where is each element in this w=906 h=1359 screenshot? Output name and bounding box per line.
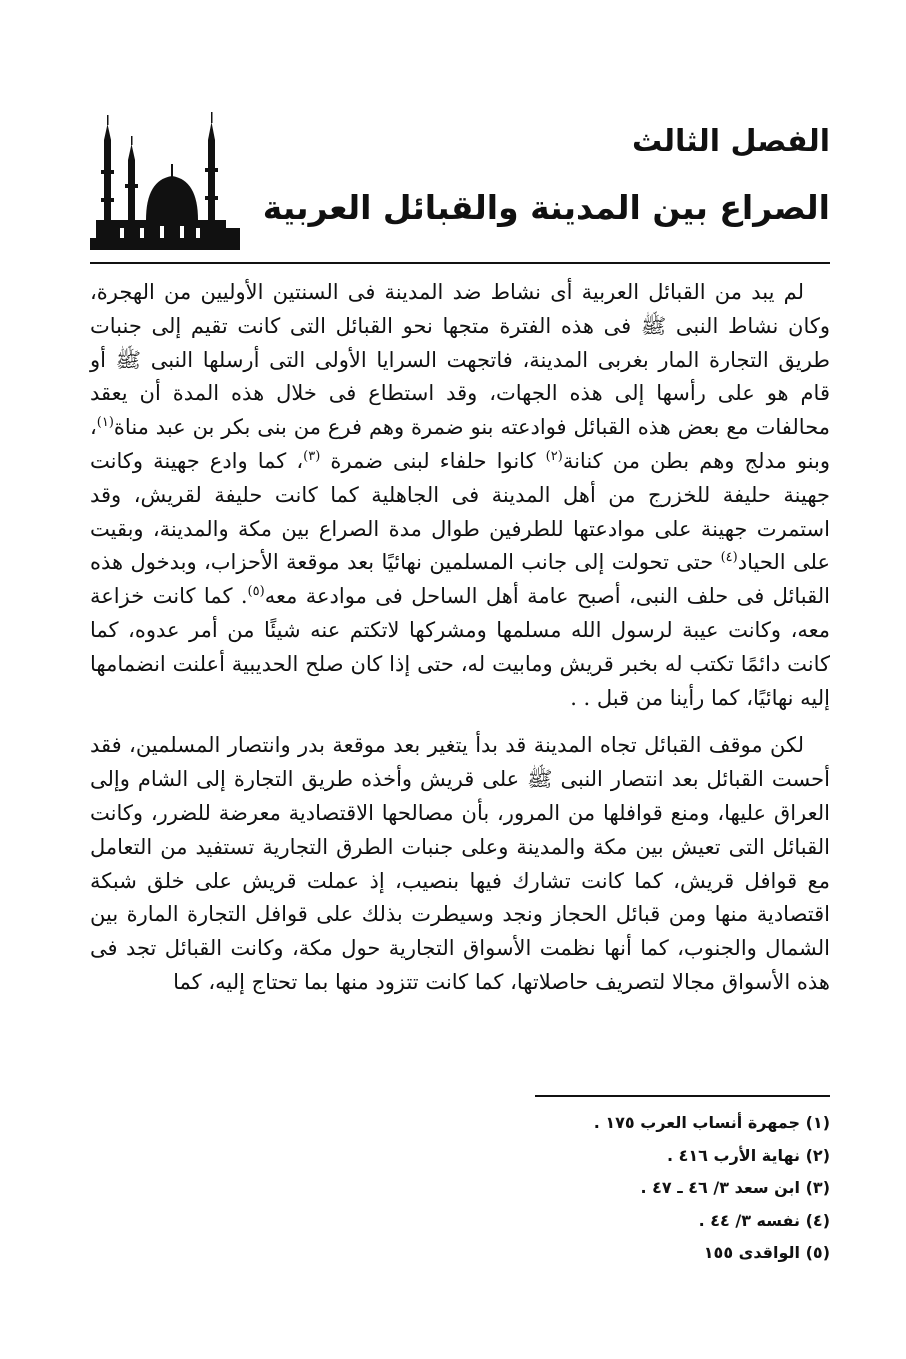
footnote-marker-1: (١) [96, 415, 114, 431]
footnotes-list [410, 1107, 830, 1270]
text-run: لكن موقف القبائل تجاه المدينة قد بدأ يتغير بعد موقعة بدر وانتصار المسلمين، فقد أحست القبائل بعد انتصار النبى ﷺ على قريش وأخذه طريق التجارة إلى الشام وإلى العراق عليها، ومنع قوافلها من المرور، بأن مصالحها الاقتصادية معرضة للضرر، وكانت القبائل التى تعيش بين مكة والمدينة وعلى جنبات الطرق التجارية تستفيد من التعامل مع قوافل قريش، كما كانت تشارك فيها بنصيب، إذ عملت قريش على خلق شبكة اقتصادية منها ومن قبائل الحجاز ونجد وسيطرت بذلك على قوافل التجارة المارة بين الشمال والجنوب، كما أنها نظمت الأسواق التجارية حول مكة، وكانت القبائل تجد فى هذه الأسواق مجالا لتصريف حاصلاتها، كما كانت تتزود منها بما تحتاج إليه، كما [90, 733, 830, 994]
chapter-title: الصراع بين المدينة والقبائل العربية [262, 188, 830, 227]
mosque-silhouette-icon [90, 110, 240, 250]
chapter-label: الفصل الثالث [631, 124, 830, 159]
text-run: حتى تحولت إلى جانب المسلمين نهائيًا بعد موقعة الأحزاب، وبدخول هذه القبائل فى حلف النبى، أصبح عامة أهل الساحل فى موادعة معه [90, 550, 830, 609]
footnote-marker-2: (٢) [545, 448, 563, 464]
paragraph-2 [90, 729, 830, 999]
footnote-marker-4: (٤) [720, 550, 738, 566]
text-run: كانوا حلفاء لبنى ضمرة [320, 448, 546, 473]
title-divider [90, 262, 830, 264]
footnote-marker-3: (٣) [303, 448, 321, 464]
footnote-1: (١) جمهرة أنساب العرب ١٧٥ . [593, 1113, 830, 1132]
text-run: ، كما وادع جهينة وكانت جهينة حليفة للخزرج من أهل المدينة فى الجاهلية كما كانت حليفة لقريش، وقد استمرت جهينة على موادعتها للطرفين طوال مدة الصراع بين مكة والمدينة، وبقيت على الحياد [90, 448, 830, 575]
footnote-5: (٥) الواقدى ١٥٥ [703, 1243, 830, 1262]
footnote-2: (٢) نهاية الأرب ٤١٦ . [666, 1145, 830, 1165]
text-run: ، وبنو مدلج وهم بطن من كنانة [90, 415, 830, 473]
footnote-3: (٣) ابن سعد ٣/ ٤٦ ـ ٤٧ . [640, 1178, 830, 1197]
text-run: لم يبد من القبائل العربية أى نشاط ضد المدينة فى السنتين الأوليين من الهجرة، وكان نشاط النبى ﷺ فى هذه الفترة متجها نحو القبائل التى كانت تقيم إلى جنبات طريق التجارة المار بغربى المدينة، فاتجهت السرايا الأولى التى أرسلها النبى ﷺ أو قام هو على رأسها إلى هذه الجهات، وقد استطاع فى خلال هذه المدة أن يعقد محالفات مع بعض هذه القبائل فوادعته بنو ضمرة وهم فرع من بنى بكر بن عبد مناة [90, 280, 830, 440]
paragraph-1 [90, 276, 830, 715]
chapter-header [90, 110, 830, 260]
text-run: . كما كانت خزاعة معه، وكانت عيبة لرسول الله مسلمها ومشركها لاتكتم عنه شيئًا من أمر عدوه، كما كانت دائمًا تكتب له بخبر قريش ومابيت له، حتى إذا كان صلح الحديبية أعلنت انضمامها إليه نهائيًا، كما رأينا من قبل . . [90, 584, 831, 710]
main-text [90, 276, 830, 1000]
footnotes-divider [535, 1095, 830, 1097]
footnote-4: (٤) نفسه ٣/ ٤٤ . [698, 1210, 830, 1230]
footnote-marker-5: (٥) [247, 584, 265, 600]
